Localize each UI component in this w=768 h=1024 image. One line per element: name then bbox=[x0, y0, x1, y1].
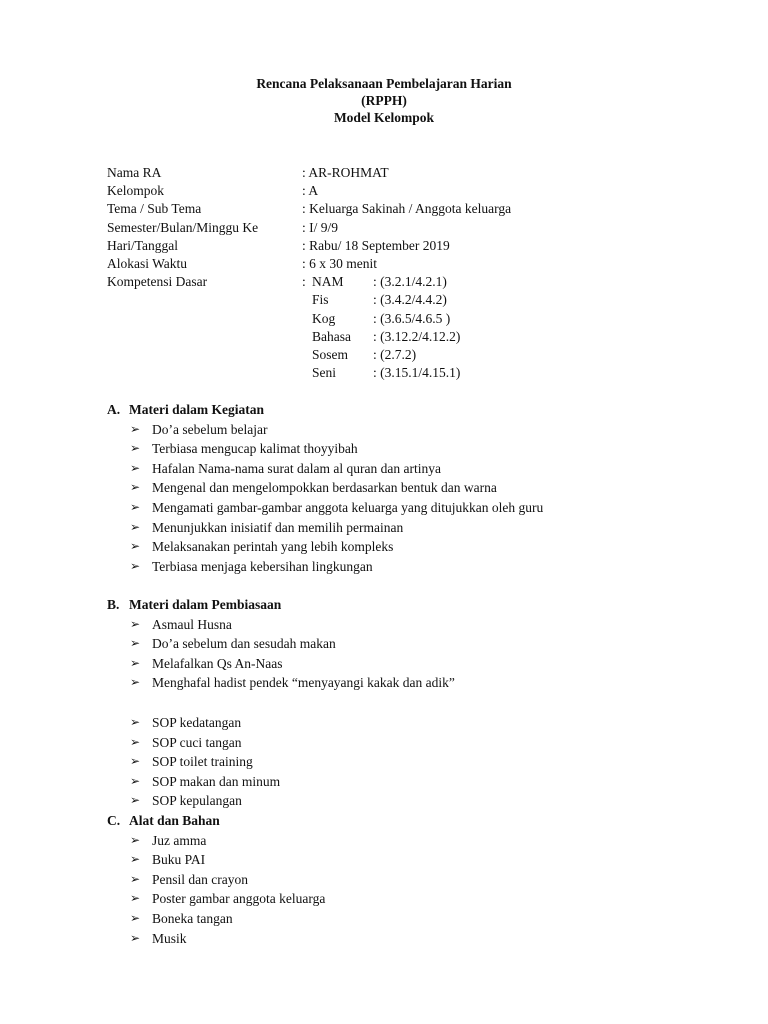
info-value: : Keluarga Sakinah / Anggota keluarga bbox=[302, 201, 512, 217]
arrow-bullet-icon: ➢ bbox=[130, 655, 141, 670]
kompetensi-code: : (3.6.5/4.6.5 ) bbox=[373, 310, 451, 326]
list-item-text: Menunjukkan inisiatif dan memilih permainan bbox=[152, 519, 404, 535]
section-heading bbox=[107, 811, 707, 831]
list-item bbox=[107, 673, 707, 693]
arrow-bullet-icon: ➢ bbox=[130, 616, 141, 631]
kompetensi-name: Seni bbox=[312, 365, 337, 381]
section-heading bbox=[107, 595, 707, 615]
kompetensi-code: : (3.2.1/4.2.1) bbox=[373, 274, 447, 290]
list-item bbox=[107, 557, 707, 577]
info-row bbox=[107, 237, 667, 255]
list-item-text: Mengamati gambar-gambar anggota keluarga yang ditujukkan oleh guru bbox=[152, 499, 544, 515]
list-item-text: Hafalan Nama-nama surat dalam al quran dan artinya bbox=[152, 460, 441, 476]
arrow-bullet-icon: ➢ bbox=[130, 852, 141, 867]
alat-bahan-list bbox=[107, 831, 707, 949]
list-item-text: Do’a sebelum belajar bbox=[152, 421, 268, 437]
doc-title: Rencana Pelaksanaan Pembelajaran Harian bbox=[256, 76, 512, 91]
list-item bbox=[107, 459, 707, 479]
arrow-bullet-icon: ➢ bbox=[130, 519, 141, 534]
list-item bbox=[107, 439, 707, 459]
list-item-text: Poster gambar anggota keluarga bbox=[152, 891, 326, 907]
list-item bbox=[107, 889, 707, 909]
kompetensi-code: : (3.12.2/4.12.2) bbox=[373, 328, 461, 344]
list-item bbox=[107, 634, 707, 654]
info-row bbox=[107, 219, 667, 237]
list-item bbox=[107, 420, 707, 440]
kompetensi-row bbox=[107, 310, 667, 328]
list-item-text: Do’a sebelum dan sesudah makan bbox=[152, 636, 336, 652]
kompetensi-name: Kog bbox=[312, 310, 336, 326]
list-item bbox=[107, 615, 707, 635]
arrow-bullet-icon: ➢ bbox=[130, 441, 141, 456]
info-row bbox=[107, 164, 667, 182]
materi-pembiasaan-list bbox=[107, 615, 707, 693]
list-item-text: Terbiasa menjaga kebersihan lingkungan bbox=[152, 558, 373, 574]
kompetensi-name: NAM bbox=[312, 274, 344, 290]
kompetensi-row bbox=[107, 364, 667, 382]
list-item bbox=[107, 478, 707, 498]
arrow-bullet-icon: ➢ bbox=[130, 793, 141, 808]
kompetensi-row bbox=[107, 328, 667, 346]
doc-model: Model Kelompok bbox=[333, 110, 435, 125]
list-item-text: Asmaul Husna bbox=[152, 616, 232, 632]
kompetensi-name: Bahasa bbox=[312, 328, 351, 344]
info-label: Tema / Sub Tema bbox=[107, 201, 202, 217]
list-item-text: Boneka tangan bbox=[152, 910, 233, 926]
kompetensi-row bbox=[107, 346, 667, 364]
kompetensi-colon: : bbox=[302, 274, 306, 290]
list-item bbox=[107, 498, 707, 518]
info-label: Alokasi Waktu bbox=[107, 255, 188, 271]
identity-table bbox=[107, 164, 667, 382]
list-item bbox=[107, 831, 707, 851]
arrow-bullet-icon: ➢ bbox=[130, 754, 141, 769]
list-item-text: Melafalkan Qs An-Naas bbox=[152, 655, 283, 671]
section-heading bbox=[107, 400, 707, 420]
arrow-bullet-icon: ➢ bbox=[130, 891, 141, 906]
arrow-bullet-icon: ➢ bbox=[130, 499, 141, 514]
section-title: Materi dalam Kegiatan bbox=[129, 402, 264, 417]
list-item bbox=[107, 733, 707, 753]
list-item bbox=[107, 752, 707, 772]
kompetensi-row bbox=[107, 291, 667, 309]
info-row bbox=[107, 255, 667, 273]
list-item bbox=[107, 791, 707, 811]
list-item-text: Buku PAI bbox=[152, 852, 206, 868]
list-item bbox=[107, 850, 707, 870]
kompetensi-code: : (2.7.2) bbox=[373, 346, 417, 362]
info-value: : Rabu/ 18 September 2019 bbox=[302, 237, 450, 253]
info-label: Kelompok bbox=[107, 183, 164, 199]
arrow-bullet-icon: ➢ bbox=[130, 480, 141, 495]
list-item bbox=[107, 537, 707, 557]
arrow-bullet-icon: ➢ bbox=[130, 832, 141, 847]
doc-subtitle: (RPPH) bbox=[361, 93, 407, 108]
arrow-bullet-icon: ➢ bbox=[130, 773, 141, 788]
info-row bbox=[107, 182, 667, 200]
list-item-text: Mengenal dan mengelompokkan berdasarkan bentuk dan warna bbox=[152, 480, 497, 496]
list-item-text: SOP makan dan minum bbox=[152, 773, 281, 789]
list-item-text: SOP kedatangan bbox=[152, 715, 242, 730]
arrow-bullet-icon: ➢ bbox=[130, 675, 141, 690]
section-alat-bahan bbox=[107, 811, 707, 948]
list-item-text: SOP cuci tangan bbox=[152, 734, 242, 750]
arrow-bullet-icon: ➢ bbox=[130, 715, 141, 729]
section-title: Alat dan Bahan bbox=[129, 813, 220, 828]
info-label: Semester/Bulan/Minggu Ke bbox=[107, 219, 259, 235]
info-label: Hari/Tanggal bbox=[107, 237, 179, 253]
list-item bbox=[107, 654, 707, 674]
section-materi-kegiatan bbox=[107, 400, 707, 576]
list-item-text: Pensil dan crayon bbox=[152, 871, 248, 887]
list-item bbox=[107, 909, 707, 929]
list-item-text: Musik bbox=[152, 930, 187, 946]
arrow-bullet-icon: ➢ bbox=[130, 558, 141, 573]
arrow-bullet-icon: ➢ bbox=[130, 910, 141, 925]
info-value: : A bbox=[302, 183, 319, 199]
section-title: Materi dalam Pembiasaan bbox=[129, 597, 282, 612]
arrow-bullet-icon: ➢ bbox=[130, 871, 141, 886]
sop-list bbox=[107, 713, 707, 811]
list-item-text: Juz amma bbox=[152, 832, 207, 848]
info-row bbox=[107, 200, 667, 218]
list-item-text: Melaksanakan perintah yang lebih kompleks bbox=[152, 539, 394, 555]
kompetensi-label: Kompetensi Dasar bbox=[107, 274, 208, 290]
kompetensi-name: Fis bbox=[312, 292, 329, 308]
section-letter: B. bbox=[107, 597, 120, 612]
arrow-bullet-icon: ➢ bbox=[130, 636, 141, 651]
list-item-text: Menghafal hadist pendek “menyayangi kakak dan adik” bbox=[152, 675, 455, 691]
info-value: : I/ 9/9 bbox=[302, 219, 338, 235]
kompetensi-name: Sosem bbox=[312, 346, 349, 362]
arrow-bullet-icon: ➢ bbox=[130, 734, 141, 749]
materi-kegiatan-list bbox=[107, 420, 707, 577]
list-item bbox=[107, 713, 707, 733]
kompetensi-code: : (3.15.1/4.15.1) bbox=[373, 365, 461, 381]
sop-list-block bbox=[107, 713, 707, 811]
info-value: : AR-ROHMAT bbox=[302, 165, 389, 180]
section-letter: A. bbox=[107, 402, 121, 417]
arrow-bullet-icon: ➢ bbox=[130, 539, 141, 554]
arrow-bullet-icon: ➢ bbox=[130, 460, 141, 475]
list-item-text: SOP toilet training bbox=[152, 754, 253, 770]
section-letter: C. bbox=[107, 813, 121, 828]
list-item bbox=[107, 929, 707, 949]
list-item bbox=[107, 772, 707, 792]
section-materi-pembiasaan bbox=[107, 595, 707, 693]
arrow-bullet-icon: ➢ bbox=[130, 930, 141, 945]
list-item bbox=[107, 518, 707, 538]
list-item bbox=[107, 870, 707, 890]
info-label: Nama RA bbox=[107, 165, 162, 180]
kompetensi-row bbox=[107, 273, 667, 291]
info-value: : 6 x 30 menit bbox=[302, 255, 377, 271]
list-item-text: SOP kepulangan bbox=[152, 793, 242, 809]
kompetensi-code: : (3.4.2/4.4.2) bbox=[373, 292, 447, 308]
list-item-text: Terbiasa mengucap kalimat thoyyibah bbox=[152, 441, 358, 457]
arrow-bullet-icon: ➢ bbox=[130, 421, 141, 436]
